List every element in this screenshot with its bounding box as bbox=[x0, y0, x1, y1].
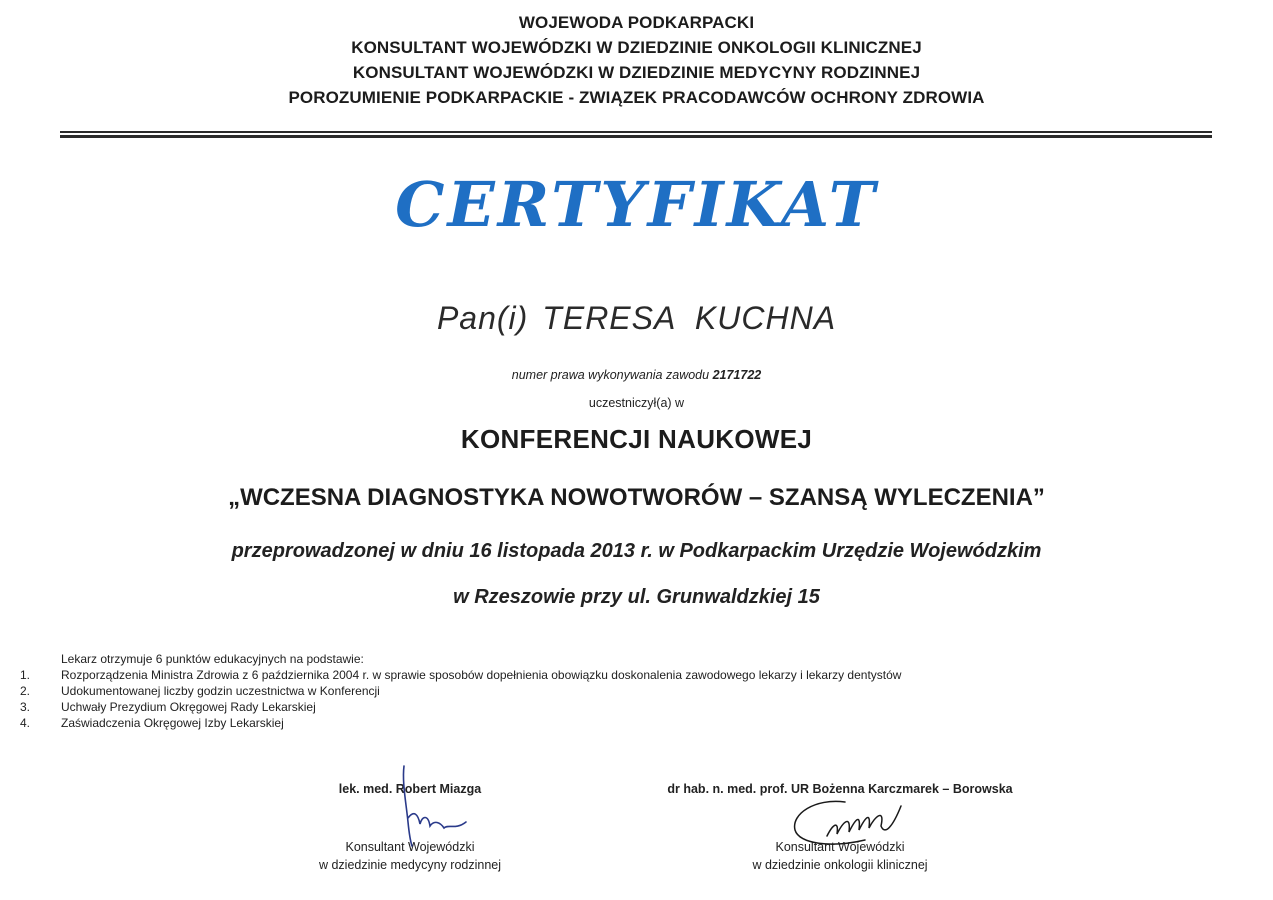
header bbox=[0, 10, 1273, 110]
header-line-oncology-consultant: KONSULTANT WOJEWÓDZKI W DZIEDZINIE ONKOLOGII KLINICZNEJ bbox=[351, 38, 922, 57]
event-date-location: przeprowadzonej w dniu 16 listopada 2013 r. w Podkarpackim Urzędzie Wojewódzkim bbox=[231, 540, 1042, 562]
header-line-voivode: WOJEWODA PODKARPACKI bbox=[518, 13, 755, 32]
salutation: Pan(i) bbox=[436, 300, 529, 336]
signatory-role: Konsultant Wojewódzki w dziedzinie onkologii klinicznej bbox=[752, 840, 928, 872]
recipient-line bbox=[0, 300, 1273, 337]
license-line bbox=[0, 368, 1273, 382]
basis-intro: Lekarz otrzymuje 6 punktów edukacyjnych na podstawie: bbox=[61, 652, 364, 666]
header-divider-thick bbox=[60, 135, 1212, 138]
signatory-name: dr hab. n. med. prof. UR Bożenna Karczmarek – Borowska bbox=[667, 782, 1013, 796]
education-points-basis bbox=[14, 651, 1214, 731]
participated-text: uczestniczył(a) w bbox=[588, 396, 685, 410]
license-label: numer prawa wykonywania zawodu bbox=[511, 368, 710, 382]
handwritten-signature-left bbox=[390, 762, 480, 852]
event-address: w Rzeszowie przy ul. Grunwaldzkiej 15 bbox=[453, 586, 820, 608]
recipient-name: TERESA KUCHNA bbox=[542, 300, 837, 336]
list-item: 4. Zaświadczenia Okręgowej Izby Lekarskiej bbox=[20, 716, 284, 730]
header-divider bbox=[60, 131, 1212, 133]
signatory-name: lek. med. Robert Miazga bbox=[338, 782, 482, 796]
list-item: 3. Uchwały Prezydium Okręgowej Rady Lekarskiej bbox=[20, 700, 316, 714]
handwritten-signature-right bbox=[785, 796, 915, 866]
signatory-role: Konsultant Wojewódzki w dziedzinie medycyny rodzinnej bbox=[318, 840, 502, 872]
license-number: 2171722 bbox=[712, 368, 762, 382]
header-line-family-medicine-consultant: KONSULTANT WOJEWÓDZKI W DZIEDZINIE MEDYCYNY RODZINNEJ bbox=[352, 63, 921, 82]
basis-list bbox=[14, 667, 1214, 731]
event-topic: „WCZESNA DIAGNOSTYKA NOWOTWORÓW – SZANSĄ WYLECZENIA” bbox=[228, 484, 1045, 511]
event-type: KONFERENCJI NAUKOWEJ bbox=[460, 424, 813, 454]
certificate-title: CERTYFIKAT bbox=[395, 168, 878, 241]
list-item: 2. Udokumentowanej liczby godzin uczestnictwa w Konferencji bbox=[20, 684, 380, 698]
list-item: 1. Rozporządzenia Ministra Zdrowia z 6 października 2004 r. w sprawie sposobów dopełnienia obowiązku doskonalenia zawodowego lekarzy i lekarzy dentystów bbox=[20, 668, 902, 682]
header-line-employers-union: POROZUMIENIE PODKARPACKIE - ZWIĄZEK PRACODAWCÓW OCHRONY ZDROWIA bbox=[288, 88, 985, 107]
